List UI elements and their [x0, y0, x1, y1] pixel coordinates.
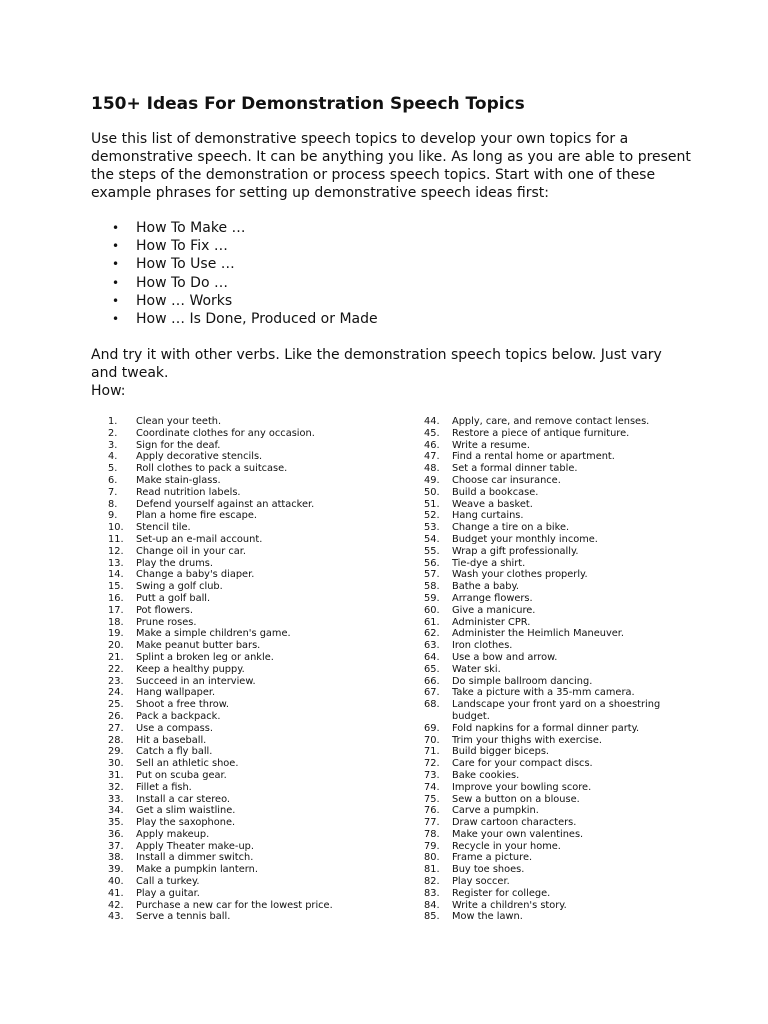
- topic-item: [108, 475, 408, 487]
- topic-item: [424, 463, 664, 475]
- topic-number: 22.: [108, 663, 124, 675]
- topic-text: Use a bow and arrow.: [452, 651, 558, 663]
- topic-text: Landscape your front yard on a shoestring budget.: [452, 699, 661, 722]
- topic-text: Iron clothes.: [452, 640, 513, 652]
- topic-text: Administer CPR.: [452, 616, 531, 628]
- topic-item: [108, 628, 408, 640]
- topic-number: 5.: [108, 463, 118, 475]
- topic-item: [424, 687, 664, 699]
- topic-number: 34.: [108, 805, 124, 817]
- topic-number: 52.: [424, 510, 440, 522]
- intro-paragraph: Use this list of demonstrative speech topics to develop your own topics for a demonstrative speech. It can be anything you like. As long as you are able to present the steps of the demonstration or process speech topics. Start with one of these example phrases for setting up demonstrative speech ideas first:: [91, 131, 691, 201]
- topic-text: Serve a tennis ball.: [136, 911, 231, 923]
- topic-number: 78.: [424, 828, 440, 840]
- topic-number: 42.: [108, 899, 124, 911]
- after-paragraph: And try it with other verbs. Like the demonstration speech topics below. Just vary and tweak.: [91, 347, 662, 381]
- topic-number: 49.: [424, 474, 440, 486]
- topic-item: [108, 581, 408, 593]
- topic-text: Buy toe shoes.: [452, 864, 525, 876]
- topic-number: 71.: [424, 746, 440, 758]
- topic-number: 1.: [108, 416, 118, 427]
- phrase-item: • How To Fix …: [110, 237, 378, 255]
- topic-text: Recycle in your home.: [452, 840, 561, 852]
- topic-number: 55.: [424, 545, 440, 557]
- topic-text: Play soccer.: [452, 876, 510, 888]
- topic-item: [108, 888, 408, 900]
- topic-item: [424, 770, 664, 782]
- topic-text: Choose car insurance.: [452, 474, 561, 486]
- topic-text: Set a formal dinner table.: [452, 463, 578, 475]
- topic-text: Hang wallpaper.: [136, 687, 216, 699]
- topic-number: 62.: [424, 628, 440, 640]
- topic-item: [108, 687, 408, 699]
- topic-text: Get a slim waistline.: [136, 805, 236, 817]
- topic-number: 45.: [424, 427, 440, 439]
- phrase-item: • How To Use …: [110, 255, 378, 273]
- topic-text: Find a rental home or apartment.: [452, 451, 615, 463]
- topic-number: 12.: [108, 545, 124, 557]
- topic-item: [108, 463, 408, 475]
- topic-number: 58.: [424, 581, 440, 593]
- topic-number: 19.: [108, 628, 124, 640]
- topic-text: Trim your thighs with exercise.: [452, 734, 602, 746]
- topic-number: 53.: [424, 522, 440, 534]
- topic-item: [108, 841, 408, 853]
- topic-item: [108, 534, 408, 546]
- topic-number: 68.: [424, 699, 440, 711]
- topic-number: 15.: [108, 581, 124, 593]
- phrase-item: • How To Make …: [110, 219, 378, 237]
- topic-text: Stencil tile.: [136, 522, 191, 534]
- topic-item: [424, 546, 664, 558]
- phrase-item: • How To Do …: [110, 274, 378, 292]
- topic-text: Fillet a fish.: [136, 781, 192, 793]
- topic-item: [108, 829, 408, 841]
- topic-number: 66.: [424, 675, 440, 687]
- topic-item: [108, 617, 408, 629]
- topic-text: Clean your teeth.: [136, 416, 222, 427]
- topic-text: Plan a home fire escape.: [136, 510, 257, 522]
- topic-number: 18.: [108, 616, 124, 628]
- topic-number: 31.: [108, 769, 124, 781]
- topic-number: 23.: [108, 675, 124, 687]
- topic-text: Make your own valentines.: [452, 828, 584, 840]
- topic-number: 20.: [108, 640, 124, 652]
- topic-number: 44.: [424, 416, 440, 427]
- topic-item: [108, 451, 408, 463]
- topic-number: 2.: [108, 427, 118, 439]
- topic-number: 21.: [108, 651, 124, 663]
- topic-text: Make a simple children's game.: [136, 628, 291, 640]
- topic-text: Wrap a gift professionally.: [452, 545, 579, 557]
- topic-item: [424, 499, 664, 511]
- topic-text: Water ski.: [452, 663, 501, 675]
- topic-number: 81.: [424, 864, 440, 876]
- topic-number: 39.: [108, 864, 124, 876]
- topic-item: [108, 735, 408, 747]
- topic-text: Defend yourself against an attacker.: [136, 498, 315, 510]
- topic-text: Install a dimmer switch.: [136, 852, 254, 864]
- topic-number: 60.: [424, 604, 440, 616]
- topic-text: Budget your monthly income.: [452, 533, 598, 545]
- topic-item: [424, 746, 664, 758]
- topic-number: 8.: [108, 498, 118, 510]
- topic-text: Sell an athletic shoe.: [136, 758, 239, 770]
- topic-number: 82.: [424, 876, 440, 888]
- topic-text: Change a baby's diaper.: [136, 569, 255, 581]
- topic-number: 57.: [424, 569, 440, 581]
- topic-number: 47.: [424, 451, 440, 463]
- topic-item: [108, 605, 408, 617]
- topic-number: 40.: [108, 876, 124, 888]
- topic-text: Do simple ballroom dancing.: [452, 675, 593, 687]
- topic-number: 41.: [108, 887, 124, 899]
- topic-text: Change a tire on a bike.: [452, 522, 570, 534]
- topic-item: [108, 805, 408, 817]
- topic-text: Prune roses.: [136, 616, 197, 628]
- topic-text: Carve a pumpkin.: [452, 805, 539, 817]
- topic-text: Frame a picture.: [452, 852, 533, 864]
- topic-item: [108, 699, 408, 711]
- topic-number: 83.: [424, 887, 440, 899]
- topic-item: [424, 794, 664, 806]
- topic-number: 35.: [108, 817, 124, 829]
- phrase-list: [110, 219, 378, 328]
- topic-item: [424, 593, 664, 605]
- topic-text: Pot flowers.: [136, 604, 193, 616]
- topic-number: 13.: [108, 557, 124, 569]
- topic-item: [108, 546, 408, 558]
- topic-item: [424, 416, 664, 428]
- how-label: How:: [91, 383, 126, 399]
- topic-number: 4.: [108, 451, 118, 463]
- topic-number: 46.: [424, 439, 440, 451]
- topic-text: Catch a fly ball.: [136, 746, 213, 758]
- topic-item: [424, 876, 664, 888]
- topic-text: Administer the Heimlich Maneuver.: [452, 628, 625, 640]
- topic-item: [108, 817, 408, 829]
- topic-text: Call a turkey.: [136, 876, 200, 888]
- topic-text: Hit a baseball.: [136, 734, 207, 746]
- topic-text: Apply Theater make-up.: [136, 840, 254, 852]
- topic-number: 25.: [108, 699, 124, 711]
- topic-number: 84.: [424, 899, 440, 911]
- topic-text: Splint a broken leg or ankle.: [136, 651, 274, 663]
- topic-item: [424, 428, 664, 440]
- topic-text: Succeed in an interview.: [136, 675, 256, 687]
- topic-text: Hang curtains.: [452, 510, 524, 522]
- topic-number: 76.: [424, 805, 440, 817]
- topic-item: [424, 758, 664, 770]
- topic-number: 29.: [108, 746, 124, 758]
- topic-item: [108, 522, 408, 534]
- topics-list-left: [108, 416, 408, 923]
- topic-item: [424, 852, 664, 864]
- topic-number: 33.: [108, 793, 124, 805]
- topic-text: Improve your bowling score.: [452, 781, 592, 793]
- topic-number: 6.: [108, 474, 118, 486]
- topic-item: [424, 664, 664, 676]
- topic-item: [108, 569, 408, 581]
- topic-item: [424, 510, 664, 522]
- topic-text: Sign for the deaf.: [136, 439, 221, 451]
- topic-text: Play the drums.: [136, 557, 213, 569]
- topic-number: 9.: [108, 510, 118, 522]
- topic-number: 27.: [108, 722, 124, 734]
- topic-item: [108, 487, 408, 499]
- topic-number: 3.: [108, 439, 118, 451]
- topic-item: [424, 569, 664, 581]
- topic-item: [424, 900, 664, 912]
- topic-number: 38.: [108, 852, 124, 864]
- topic-number: 11.: [108, 533, 124, 545]
- topic-item: [424, 841, 664, 853]
- topic-text: Pack a backpack.: [136, 710, 221, 722]
- topic-number: 75.: [424, 793, 440, 805]
- topic-item: [108, 723, 408, 735]
- topic-number: 24.: [108, 687, 124, 699]
- topic-number: 17.: [108, 604, 124, 616]
- topic-item: [424, 676, 664, 688]
- phrase-item: • How … Works: [110, 292, 378, 310]
- topic-number: 85.: [424, 911, 440, 923]
- topic-item: [108, 510, 408, 522]
- topic-text: Play a guitar.: [136, 887, 200, 899]
- topic-text: Write a resume.: [452, 439, 530, 451]
- topic-number: 43.: [108, 911, 124, 923]
- topic-number: 36.: [108, 828, 124, 840]
- topic-text: Put on scuba gear.: [136, 769, 227, 781]
- topic-text: Swing a golf club.: [136, 581, 223, 593]
- topic-text: Make peanut butter bars.: [136, 640, 261, 652]
- topic-text: Build a bookcase.: [452, 486, 539, 498]
- topic-item: [108, 864, 408, 876]
- topic-item: [424, 640, 664, 652]
- topic-number: 80.: [424, 852, 440, 864]
- topic-text: Play the saxophone.: [136, 817, 236, 829]
- topic-item: [108, 782, 408, 794]
- topic-text: Apply makeup.: [136, 828, 210, 840]
- topic-item: [108, 770, 408, 782]
- topic-text: Make a pumpkin lantern.: [136, 864, 258, 876]
- topic-text: Wash your clothes properly.: [452, 569, 588, 581]
- topic-item: [424, 605, 664, 617]
- topic-text: Register for college.: [452, 887, 551, 899]
- topic-text: Keep a healthy puppy.: [136, 663, 245, 675]
- topic-item: [424, 699, 664, 723]
- topic-item: [108, 593, 408, 605]
- topic-item: [424, 864, 664, 876]
- topic-number: 65.: [424, 663, 440, 675]
- topic-text: Shoot a free throw.: [136, 699, 230, 711]
- topic-text: Sew a button on a blouse.: [452, 793, 580, 805]
- topic-text: Give a manicure.: [452, 604, 536, 616]
- topic-item: [424, 440, 664, 452]
- topic-item: [424, 617, 664, 629]
- topic-number: 74.: [424, 781, 440, 793]
- topic-text: Purchase a new car for the lowest price.: [136, 899, 333, 911]
- topic-number: 26.: [108, 710, 124, 722]
- topic-item: [108, 758, 408, 770]
- topic-text: Bathe a baby.: [452, 581, 519, 593]
- topic-item: [108, 711, 408, 723]
- topic-item: [424, 652, 664, 664]
- topic-text: Build bigger biceps.: [452, 746, 550, 758]
- topic-item: [108, 852, 408, 864]
- topic-number: 77.: [424, 817, 440, 829]
- topic-item: [424, 829, 664, 841]
- topic-item: [108, 499, 408, 511]
- topic-item: [424, 805, 664, 817]
- topic-number: 79.: [424, 840, 440, 852]
- topic-item: [424, 735, 664, 747]
- topic-number: 56.: [424, 557, 440, 569]
- phrase-item: • How … Is Done, Produced or Made: [110, 310, 378, 328]
- topic-item: [108, 911, 408, 923]
- topic-number: 32.: [108, 781, 124, 793]
- topic-item: [424, 581, 664, 593]
- topic-item: [108, 640, 408, 652]
- topic-item: [108, 900, 408, 912]
- topic-item: [108, 652, 408, 664]
- topic-item: [424, 723, 664, 735]
- topic-text: Mow the lawn.: [452, 911, 523, 923]
- topic-item: [424, 558, 664, 570]
- topic-text: Take a picture with a 35-mm camera.: [452, 687, 635, 699]
- topic-text: Restore a piece of antique furniture.: [452, 427, 630, 439]
- topic-number: 69.: [424, 722, 440, 734]
- topic-number: 10.: [108, 522, 124, 534]
- topic-number: 37.: [108, 840, 124, 852]
- topic-item: [108, 558, 408, 570]
- topic-text: Roll clothes to pack a suitcase.: [136, 463, 288, 475]
- topic-number: 14.: [108, 569, 124, 581]
- topic-text: Apply, care, and remove contact lenses.: [452, 416, 650, 427]
- topic-number: 7.: [108, 486, 118, 498]
- topic-number: 72.: [424, 758, 440, 770]
- topic-item: [424, 487, 664, 499]
- topic-item: [424, 888, 664, 900]
- topic-text: Set-up an e-mail account.: [136, 533, 263, 545]
- topic-text: Bake cookies.: [452, 769, 520, 781]
- topic-item: [108, 676, 408, 688]
- topic-item: [108, 876, 408, 888]
- topic-item: [424, 522, 664, 534]
- topic-item: [424, 782, 664, 794]
- topics-list-right: [424, 416, 664, 923]
- topic-text: Fold napkins for a formal dinner party.: [452, 722, 640, 734]
- topic-number: 51.: [424, 498, 440, 510]
- topic-number: 64.: [424, 651, 440, 663]
- topic-number: 67.: [424, 687, 440, 699]
- topic-text: Use a compass.: [136, 722, 214, 734]
- topic-text: Putt a golf ball.: [136, 592, 211, 604]
- topic-item: [424, 475, 664, 487]
- topic-text: Make stain-glass.: [136, 474, 221, 486]
- topic-item: [424, 451, 664, 463]
- topic-text: Tie-dye a shirt.: [452, 557, 526, 569]
- topic-number: 61.: [424, 616, 440, 628]
- topic-number: 59.: [424, 592, 440, 604]
- topic-text: Arrange flowers.: [452, 592, 533, 604]
- topic-number: 50.: [424, 486, 440, 498]
- topic-item: [424, 817, 664, 829]
- document-title: 150+ Ideas For Demonstration Speech Topics: [91, 94, 525, 114]
- topic-text: Change oil in your car.: [136, 545, 246, 557]
- topic-text: Apply decorative stencils.: [136, 451, 263, 463]
- topic-number: 48.: [424, 463, 440, 475]
- topic-item: [108, 428, 408, 440]
- topic-number: 16.: [108, 592, 124, 604]
- topic-text: Care for your compact discs.: [452, 758, 593, 770]
- topic-text: Read nutrition labels.: [136, 486, 241, 498]
- topic-number: 63.: [424, 640, 440, 652]
- topic-text: Weave a basket.: [452, 498, 533, 510]
- topic-text: Coordinate clothes for any occasion.: [136, 427, 315, 439]
- topic-item: [108, 440, 408, 452]
- topic-text: Install a car stereo.: [136, 793, 231, 805]
- topic-text: Draw cartoon characters.: [452, 817, 577, 829]
- topic-number: 73.: [424, 769, 440, 781]
- topic-item: [424, 534, 664, 546]
- topic-number: 54.: [424, 533, 440, 545]
- topic-number: 28.: [108, 734, 124, 746]
- topic-number: 70.: [424, 734, 440, 746]
- topic-text: Write a children's story.: [452, 899, 567, 911]
- topic-number: 30.: [108, 758, 124, 770]
- topic-item: [108, 664, 408, 676]
- topic-item: [108, 416, 408, 428]
- topic-item: [108, 746, 408, 758]
- topic-item: [424, 911, 664, 923]
- topic-item: [424, 628, 664, 640]
- topic-item: [108, 794, 408, 806]
